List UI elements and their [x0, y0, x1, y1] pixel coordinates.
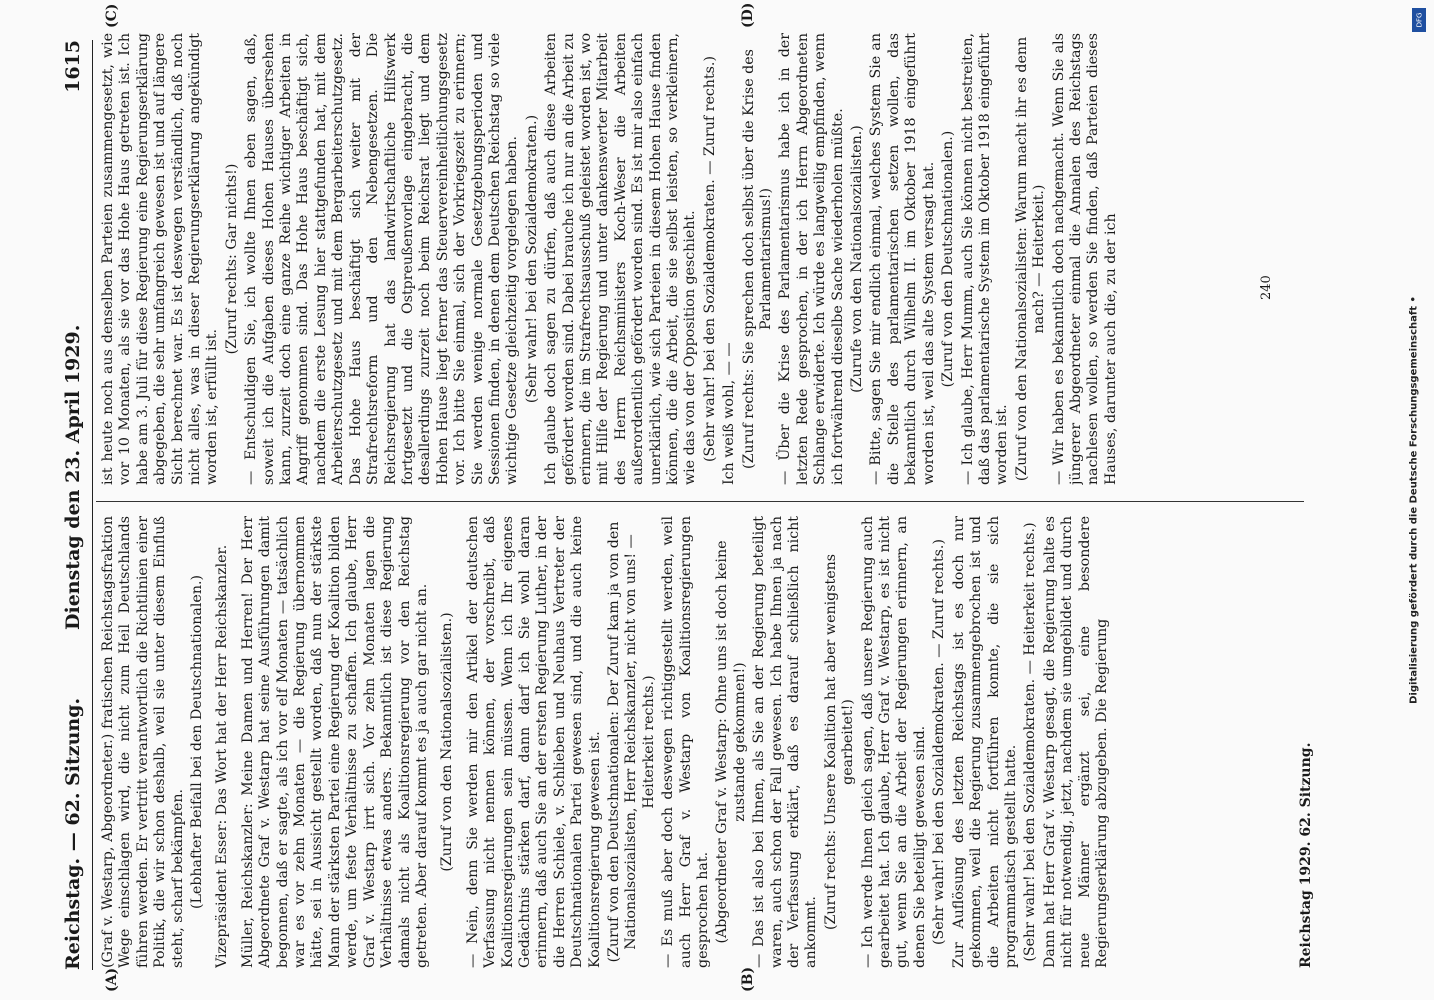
interjection: (Zuruf rechts: Sie sprechen doch selbst über die Krise des Parlamentarismus!) — [740, 49, 775, 469]
page-footer: Reichstag 1929. 62. Sitzung. — [1298, 742, 1314, 968]
signature-number: 240 — [1259, 275, 1274, 300]
speaker-intro: Vizepräsident Esser: Das Wort hat der Herr Reichskanzler. — [214, 544, 231, 968]
interjection: (Zuruf von den Deutschnationalen: Der Zuruf kam ja von den Nationalsozialisten, Herr Reichskanzler, nicht von uns! — Heiterkeit rechts.) — [605, 521, 657, 963]
interjection: (Sehr wahr! bei den Sozialdemokraten. — Zuruf rechts.) — [701, 56, 718, 462]
paragraph: (Graf v. Westarp, Abgeordneter.) fratischen Reichstagsfraktion Wege einschlagen wird, die nicht zum Heil Deutschlands führen werden. Er vertritt verantwortlich die Richtlinien einer Politik, die wir schon deshalb, weil sie unter diesem Einfluß steht, scharf bekämpfen. — [100, 516, 186, 968]
dfg-logo-text: DFG — [1415, 12, 1423, 28]
dfg-logo — [1412, 8, 1426, 32]
paragraph: — Wir haben es bekanntlich doch nachgemacht. Wenn Sie als jüngerer Abgeordneter einmal die Annalen des Reichstags nachlesen wollen, so werden Sie finden, daß Parteien dieses Hauses, darunter auch die, zu der ich — [1050, 33, 1119, 485]
paragraph: Zur Auflösung des letzten Reichstags ist es doch nur gekommen, weil die Regierung zusammengebrochen ist und die Arbeiten nicht fortführen konnte, die sie sich programmatisch gestellt hatte. — [950, 516, 1019, 968]
margin-mark-a: (A) — [104, 967, 120, 992]
paragraph: — Nein, denn Sie werden mir den Artikel der deutschen Verfassung nicht nennen können, der vorschreibt, daß Koalitionsregierungen sein müssen. Wenn ich Ihr eigenes Gedächtnis stärken darf, dann darf ich Sie wohl daran erinnern, daß auch Sie an der ersten Regierung Luther, in der die Herren Schiele, v. Schlieben und Neuhaus Vertreter der Deutschnationalen Partei gewesen sind, und die auch keine Koalitionsregierung gewesen ist. — [464, 516, 603, 968]
text-column-right — [100, 33, 1300, 485]
interjection: (Zuruf von den Nationalsozialisten.) — [439, 612, 456, 872]
paragraph: — Entschuldigen Sie, ich wollte Ihnen eben sagen, daß, soweit ich die Aufgaben dieses Hohen Hauses übersehen kann, zurzeit doch eine ganze Reihe wichtiger Arbeiten in Angriff genommen sind. Das Hohe Haus beschäftigt sich, nachdem die erste Lesung hier stattgefunden hat, mit dem Arbeiterschutzgesetz und mit dem Bergarbeiterschutzgesetz. Das Hohe Haus beschäftigt sich weiter mit der Strafrechtsreform und den Nebengesetzen. Die Reichsregierung hat das landwirtschaftliche Hilfswerk fortgesetzt und die Ostpreußenvorlage eingebracht, die desallerdings zurzeit noch beim Reichsrat liegt und dem Hohen Hause liegt ferner das Steuervereinheitlichungsgesetz vor. Ich bitte Sie einmal, sich der Vorkriegszeit zu erinnern; Sie werden wenige normale Gesetzgebungsperioden und Sessionen finden, in denen dem Deutschen Reichstag so viele wichtige Gesetze gleichzeitig vorgelegen haben. — [243, 33, 521, 485]
paragraph: — Es muß aber doch deswegen richtiggestellt werden, weil auch Herr Graf v. Westarp von Koalitionsregierungen gesprochen hat. — [660, 516, 711, 968]
paragraph: Ich glaube doch sagen zu dürfen, daß auch diese Arbeiten gefördert worden sind. Dabei brauche ich nur an die Arbeit zu erinnern, die im Strafrechtsausschuß geleistet worden ist, wo mit Hilfe der Regierung und unter dankenswerter Mitarbeit des Herrn Reichsministers Koch-Weser die Arbeiten außerordentlich gefördert worden sind. Es ist mir also einfach unerklärlich, wie sich Parteien in diesem Hohen Hause finden können, die die Arbeit, die sie selbst leisten, so verkleinern, wie das von der Opposition geschieht. — [543, 33, 699, 485]
paragraph: — Bitte, sagen Sie mir endlich einmal, welches System Sie an die Stelle des parlamentarischen setzen wollen, das bekanntlich durch Wilhelm II. im Oktober 1918 eingeführt worden ist, weil das alte System versagt hat. — [868, 33, 937, 485]
interjection: (Lebhafter Beifall bei den Deutschnationalen.) — [189, 574, 206, 910]
interjection: (Abgeordneter Graf v. Westarp: Ohne uns ist doch keine zustande gekommen!) — [714, 540, 748, 944]
paragraph: — Ich glaube, Herr Mumm, auch Sie können nicht bestreiten, daß das parlamentarische System im Oktober 1918 eingeführt worden ist. — [959, 33, 1011, 485]
paragraph: Müller, Reichskanzler: Meine Damen und Herren! Der Herr Abgeordnete Graf v. Westarp hat seine Ausführungen damit begonnen, daß er sagte, als ich vor elf Monaten — tatsächlich war es vor zehn Monaten — die Regierung übernommen hätte, sei in Aussicht gestellt worden, daß nun der stärkste Mann der stärksten Partei eine Regierung der Koalition bilden werde, um feste Verhältnisse zu schaffen. Ich glaube, Herr Graf v. Westarp irrt sich. Vor zehn Monaten lagen die Verhältnisse etwas anders. Bekanntlich ist diese Regierung damals nicht als Koalitionsregierung vor den Reichstag getreten. Aber darauf kommt es ja auch gar nicht an. — [239, 516, 430, 968]
interjection: (Zuruf von den Deutschnationalen.) — [940, 130, 957, 388]
margin-mark-c: (C) — [104, 3, 120, 28]
header-left: Reichstag. — 62. Sitzung. — [62, 697, 84, 970]
paragraph: — Ich werde Ihnen gleich sagen, daß unsere Regierung auch gearbeitet hat. Ich glaube, Herr Graf v. Westarp, es ist nicht gut, wenn Sie an die Arbeit der Regierungen erinnern, an denen Sie beteiligt gewesen sind. — [859, 516, 928, 968]
paragraph: Dann hat Herr Graf v. Westarp gesagt, die Regierung halte es nicht für notwendig, jetzt, nachdem sie umgebildet und durch neue Männer ergänzt sei, eine besondere Regierungserklärung abzugeben. Die Regierung — [1041, 516, 1110, 968]
margin-mark-b: (B) — [740, 966, 756, 992]
header-center: Dienstag den 23. April 1929. — [62, 324, 84, 630]
page-header — [62, 40, 90, 970]
paragraph: Ich weiß wohl, — — — [721, 342, 738, 485]
interjection: (Sehr wahr! bei den Sozialdemokraten. — Zuruf rechts.) — [931, 539, 948, 945]
column-divider — [96, 501, 1304, 502]
interjection: (Zuruf rechts: Gar nichts!) — [223, 163, 240, 355]
interjection: (Zuruf von den Nationalsozialisten: Warum macht ihr es denn nach? — Heiterkeit.) — [1013, 36, 1048, 482]
interjection: (Sehr wahr! bei den Sozialdemokraten.) — [523, 114, 540, 404]
text-column-left — [100, 516, 1300, 968]
header-rule — [92, 40, 93, 970]
paragraph: ist heute noch aus denselben Parteien zusammengesetzt, wie vor 10 Monaten, als sie vor das Hohe Haus getreten ist. Ich habe am 3. Juli für diese Regierung eine Regierungserklärung abgegeben, die sehr umfangreich gewesen ist und auf längere Sicht berechnet war. Es ist deswegen verständlich, daß noch nicht alles, was in dieser Regierungserklärung angekündigt worden ist, erfüllt ist. — [100, 33, 221, 485]
margin-mark-d: (D) — [740, 2, 756, 28]
stamp-text: Digitalisierung gefördert durch die Deutsche Forschungsgemeinschaft • — [1408, 296, 1420, 704]
paragraph: — Über die Krise des Parlamentarismus habe ich in der letzten Rede gesprochen, in der ich Herrn Abgeordneten Schlange erwiderte. Ich würde es langweilig empfinden, wenn ich fortwährend dieselbe Sache wiederholen müßte. — [777, 33, 846, 485]
interjection: (Sehr wahr! bei den Sozialdemokraten. — Heiterkeit rechts.) — [1022, 522, 1039, 962]
interjection: (Zurufe von den Nationalsozialisten.) — [849, 125, 866, 393]
digitization-stamp — [1394, 0, 1434, 1000]
header-page-number: 1615 — [62, 40, 84, 93]
interjection: (Zuruf rechts: Unsere Koalition hat aber wenigstens gearbeitet!) — [822, 553, 857, 931]
paragraph: — Das ist also bei Ihnen, als Sie an der Regierung beteiligt waren, auch schon der Fall gewesen. Ich habe Ihnen ja nach der Verfassung erklärt, daß es darauf schließlich nicht ankommt. — [751, 516, 820, 968]
